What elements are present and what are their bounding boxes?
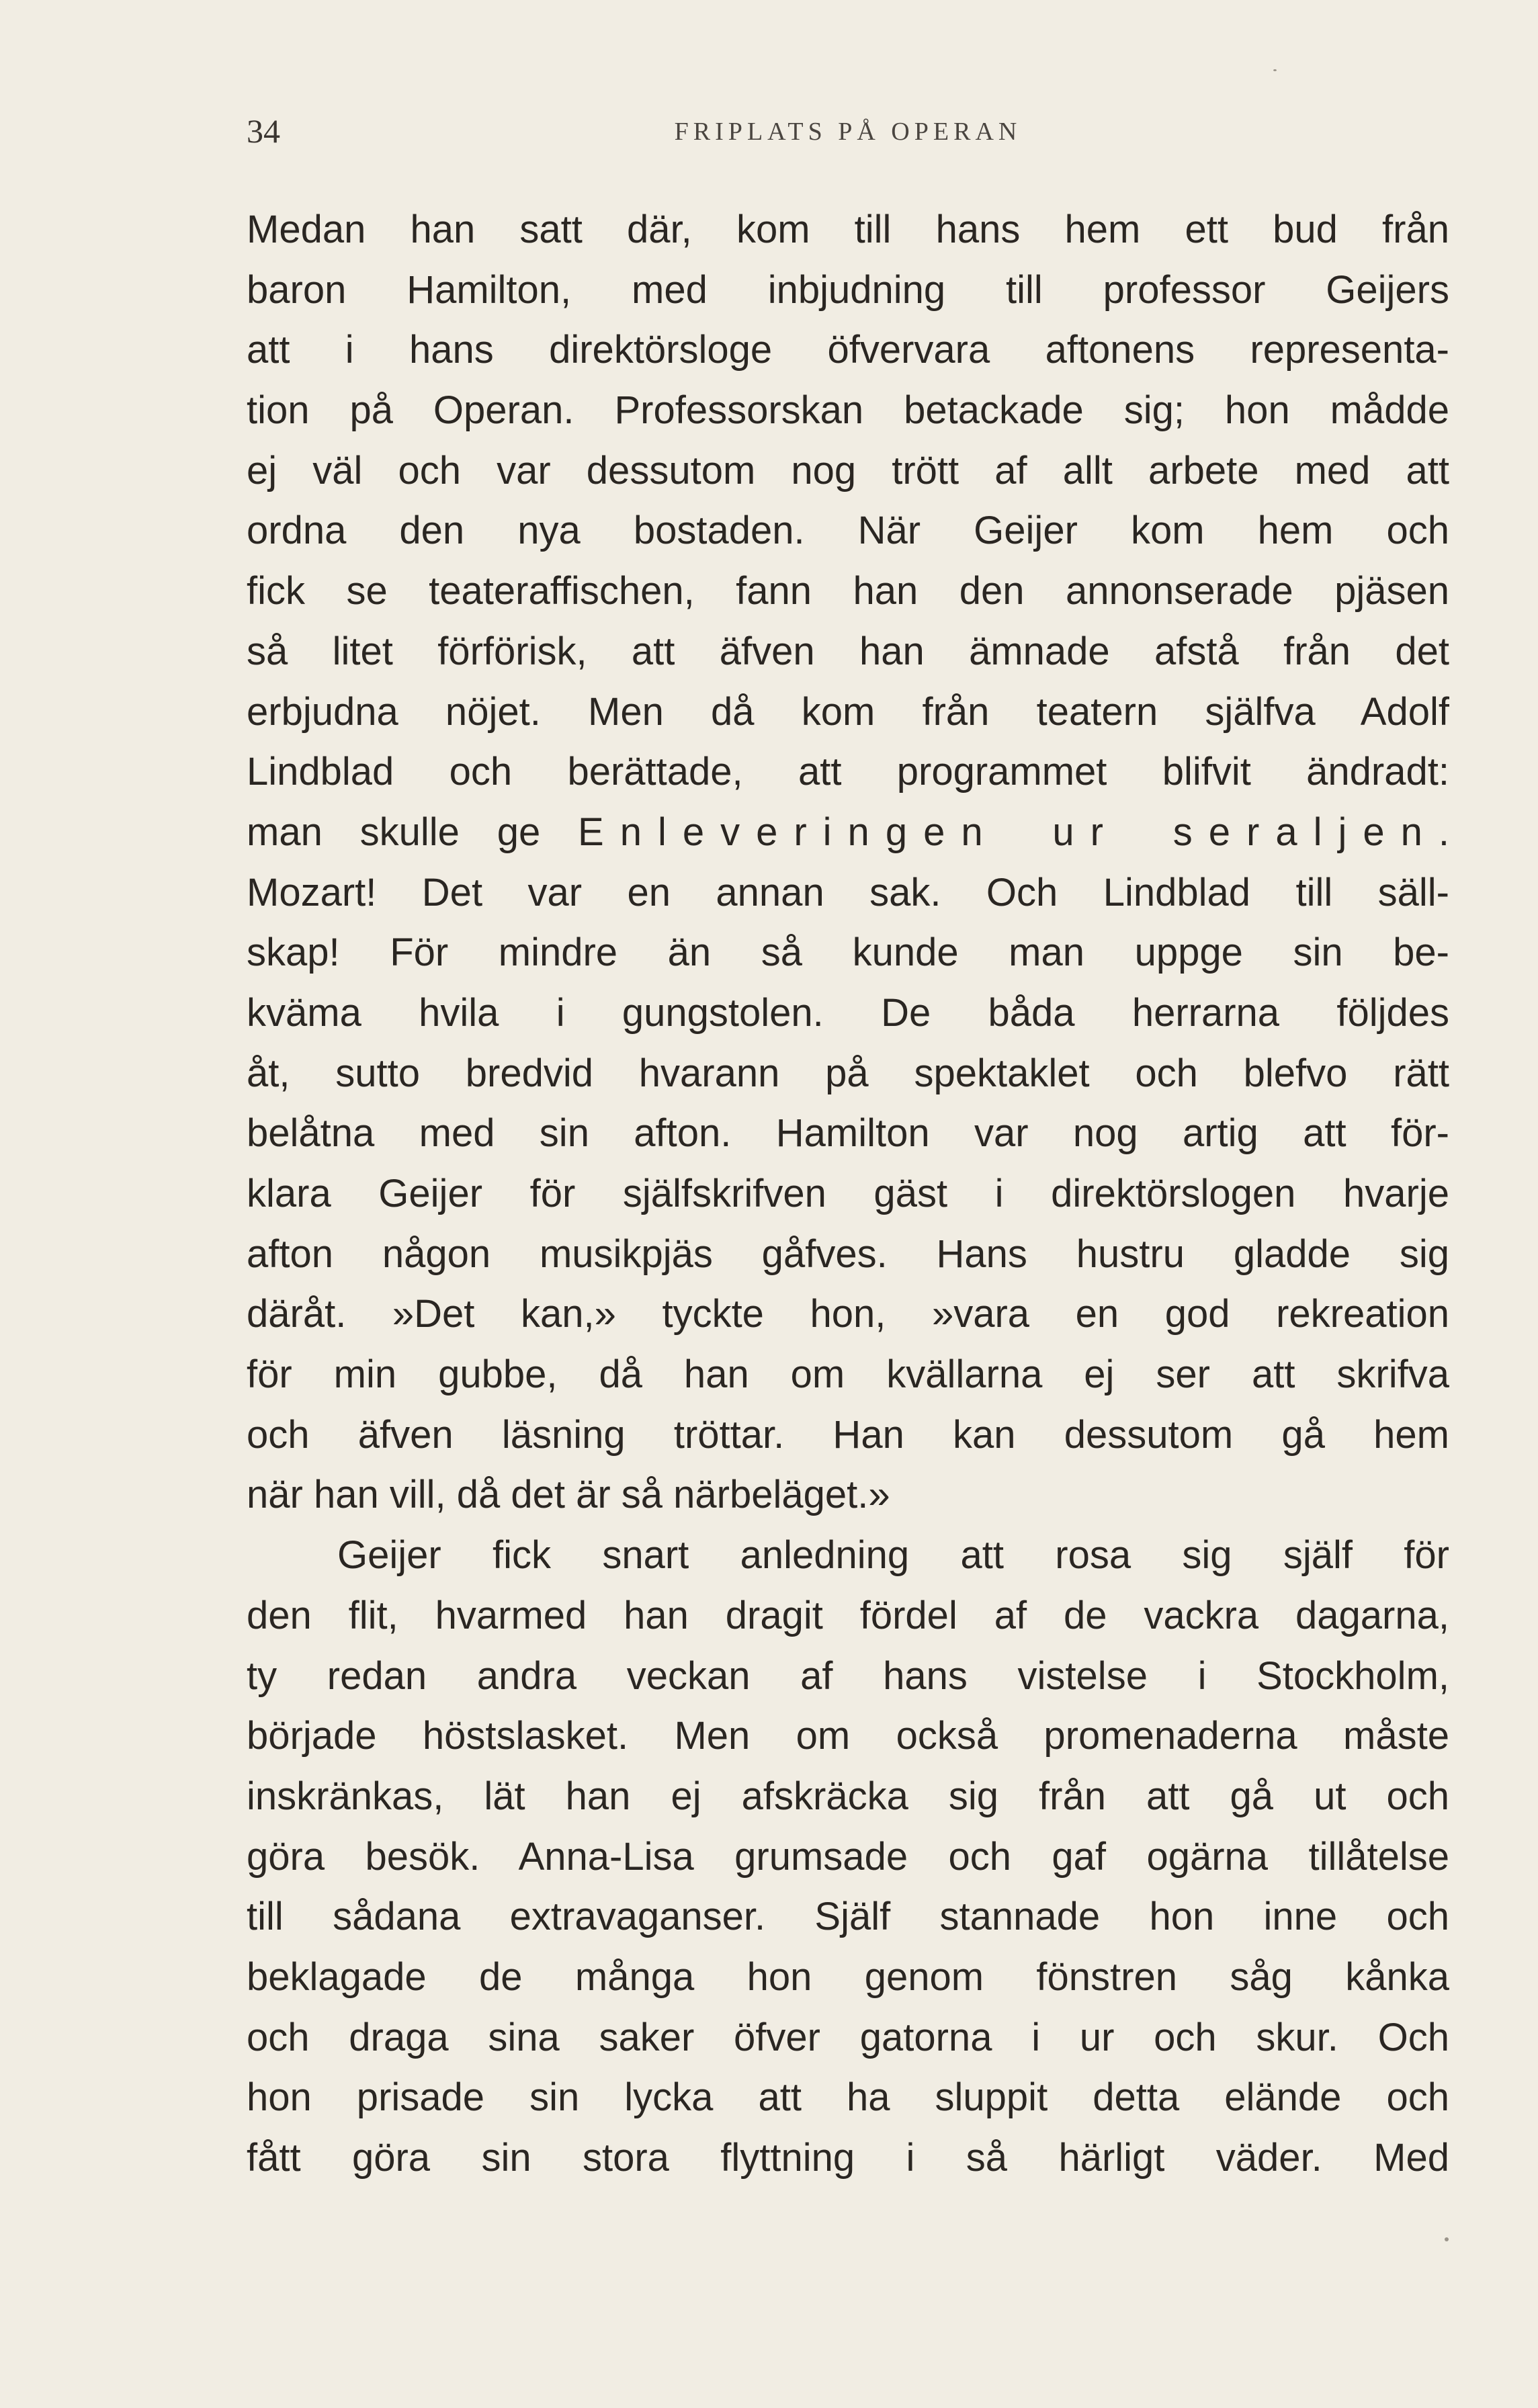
text-line: åt, sutto bredvid hvarann på spektaklet och blefvo rätt [247,1051,1449,1095]
text-line: och draga sina saker öfver gatorna i ur och skur. Och [247,2015,1449,2059]
text-line: den flit, hvarmed han dragit fördel af de vackra dagarna, [247,1593,1449,1637]
text-line: Lindblad och berättade, att programmet blifvit ändradt: [247,750,1449,794]
text-line: ordna den nya bostaden. När Geijer kom hem och [247,509,1449,553]
text-line: ty redan andra veckan af hans vistelse i Stockholm, [247,1653,1449,1698]
text-line: när han vill, då det är så närbeläget.» [247,1473,890,1517]
text-line: Medan han satt där, kom till hans hem ett bud från [247,208,1449,251]
text-line: att i hans direktörsloge öfvervara aftonens representa- [247,328,1449,372]
spaced-opera-title: Enleveringen ur seraljen [578,810,1439,854]
paper-speck [1273,69,1277,71]
text-line: ej väl och var dessutom nog trött af allt arbete med att [247,448,1449,492]
text-line: inskränkas, lät han ej afskräcka sig från att gå ut och [247,1774,1449,1818]
body-text [247,200,1449,2188]
text-line: och äfven läsning tröttar. Han kan dessutom gå hem [247,1412,1449,1457]
text-line: Mozart! Det var en annan sak. Och Lindblad till säll- [247,870,1449,914]
text-line: fått göra sin stora flyttning i så härligt väder. Med [247,2136,1449,2180]
text-line: för min gubbe, då han om kvällarna ej ser att skrifva [247,1352,1449,1397]
paper-speck [1445,2237,1449,2241]
text-line: erbjudna nöjet. Men då kom från teatern själfva Adolf [247,689,1449,734]
text-line: belåtna med sin afton. Hamilton var nog artig att för- [247,1111,1449,1156]
text-line: Geijer fick snart anledning att rosa sig själf för [337,1533,1449,1578]
text-line: beklagade de många hon genom fönstren såg kånka [247,1954,1449,1999]
text-line: afton någon musikpjäs gåfves. Hans hustru gladde sig [247,1232,1449,1276]
text-line: göra besök. Anna-Lisa grumsade och gaf ogärna tillåtelse [247,1834,1449,1879]
text-fragment: . [1438,810,1449,854]
text-fragment: man skulle ge [247,810,579,854]
text-line: kväma hvila i gungstolen. De båda herrarna följdes [247,990,1449,1035]
text-line: skap! För mindre än så kunde man uppge sin be- [247,931,1449,975]
text-line: tion på Operan. Professorskan betackade sig; hon mådde [247,388,1449,433]
text-line: fick se teateraffischen, fann han den annonserade pjäsen [247,569,1449,613]
running-head [247,108,1449,155]
page-number: 34 [247,112,280,150]
text-line: till sådana extravaganser. Själf stannade hon inne och [247,1895,1449,1939]
running-title: FRIPLATS PÅ OPERAN [674,118,1022,146]
text-line: klara Geijer för själfskrifven gäst i direktörslogen hvarje [247,1172,1449,1215]
text-line: däråt. »Det kan,» tyckte hon, »vara en god rekreation [247,1292,1449,1336]
text-line: baron Hamilton, med inbjudning till professor Geijers [247,267,1449,312]
text-line: så litet förförisk, att äfven han ämnade afstå från det [247,629,1449,673]
text-line-with-spaced-title [247,802,1449,863]
text-line: började höstslasket. Men om också promenaderna måste [247,1714,1449,1758]
text-line: hon prisade sin lycka att ha sluppit detta elände och [247,2075,1449,2120]
